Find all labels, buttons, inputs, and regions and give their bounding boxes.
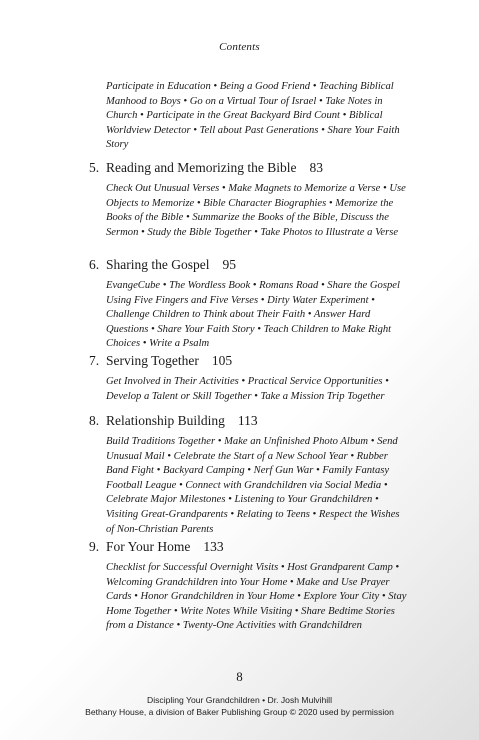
- chapter-title: Sharing the Gospel: [106, 257, 210, 272]
- chapter-title: Serving Together: [106, 353, 199, 368]
- chapter-number: 6.: [89, 257, 100, 272]
- chapter-page: 133: [203, 539, 224, 554]
- chapter-description: Build Traditions Together • Make an Unfinished Photo Album • Send Unusual Mail • Celebrate the Start of a New School Year • Rubber Band Fight • Backyard Camping • Nerf Gun War • Family Fantasy Football League • Connect with Grandchildren via Social Media • Celebrate Major Milestones • Listening to Your Grandchildren • Visiting Great-Grandparents • Relating to Teens • Respect the Wishes of Non-Christian Parents: [106, 436, 400, 535]
- chapter-description: EvangeCube • The Wordless Book • Romans Road • Share the Gospel Using Five Fingers and Five Verses • Dirty Water Experiment • Challenge Children to Think about Their Faith • Answer Hard Questions • Share Your Faith Story • Teach Children to Make Right Choices • Write a Psalm: [106, 280, 400, 350]
- page-number: 8: [236, 669, 243, 684]
- chapter-page: 113: [237, 413, 258, 428]
- chapter-number: 5.: [89, 160, 100, 175]
- running-header: Contents: [219, 41, 260, 53]
- copyright-footer: [0, 694, 479, 718]
- chapter-page: 105: [211, 353, 233, 368]
- chapter-page: 83: [309, 160, 323, 175]
- chapter-description: Check Out Unusual Verses • Make Magnets to Memorize a Verse • Use Objects to Memorize • Bible Character Biographies • Memorize the Books of the Bible • Summarize the Books of the Bible, Discuss the Sermon • Study the Bible Together • Take Photos to Illustrate a Verse: [106, 183, 406, 238]
- toc-entry-chapter-6[interactable]: [89, 257, 409, 352]
- chapter-page: 95: [222, 257, 236, 272]
- footer-publisher-credit: Bethany House, a division of Baker Publishing Group © 2020 used by permission: [85, 707, 394, 717]
- chapter-heading: [89, 160, 409, 176]
- chapter-number: 8.: [89, 413, 100, 428]
- chapter-description: Checklist for Successful Overnight Visits • Host Grandparent Camp • Welcoming Grandchildren into Your Home • Make and Use Prayer Cards • Honor Grandchildren in Your Home • Explore Your City • Stay Home Together • Write Notes While Visiting • Share Bedtime Stories from a Distance • Twenty-One Activities with Grandchildren: [106, 562, 407, 632]
- chapter-number: 9.: [89, 539, 100, 554]
- toc-entry-chapter-5[interactable]: [89, 160, 409, 240]
- chapter-continuation-text: Participate in Education • Being a Good Friend • Teaching Biblical Manhood to Boys • Go on a Virtual Tour of Israel • Take Notes in Church • Participate in the Great Backyard Bird Count • Biblical Worldview Detector • Tell about Past Generations • Share Your Faith Story: [106, 81, 400, 151]
- chapter-number: 7.: [89, 353, 100, 368]
- footer-book-credit: Discipling Your Grandchildren • Dr. Josh Mulvihill: [147, 695, 332, 705]
- chapter-heading: [89, 413, 409, 429]
- chapter-heading: [89, 257, 409, 273]
- chapter-heading: [89, 539, 409, 555]
- toc-entry-chapter-7[interactable]: [89, 353, 409, 404]
- chapter-title: Relationship Building: [106, 413, 225, 428]
- toc-entry-chapter-8[interactable]: [89, 413, 409, 537]
- chapter-title: Reading and Memorizing the Bible: [106, 160, 297, 175]
- toc-entry-chapter-9[interactable]: [89, 539, 409, 634]
- chapter-title: For Your Home: [106, 539, 191, 554]
- chapter-heading: [89, 353, 409, 369]
- chapter-description: Get Involved in Their Activities • Practical Service Opportunities • Develop a Talent or Skill Together • Take a Mission Trip Together: [106, 376, 389, 402]
